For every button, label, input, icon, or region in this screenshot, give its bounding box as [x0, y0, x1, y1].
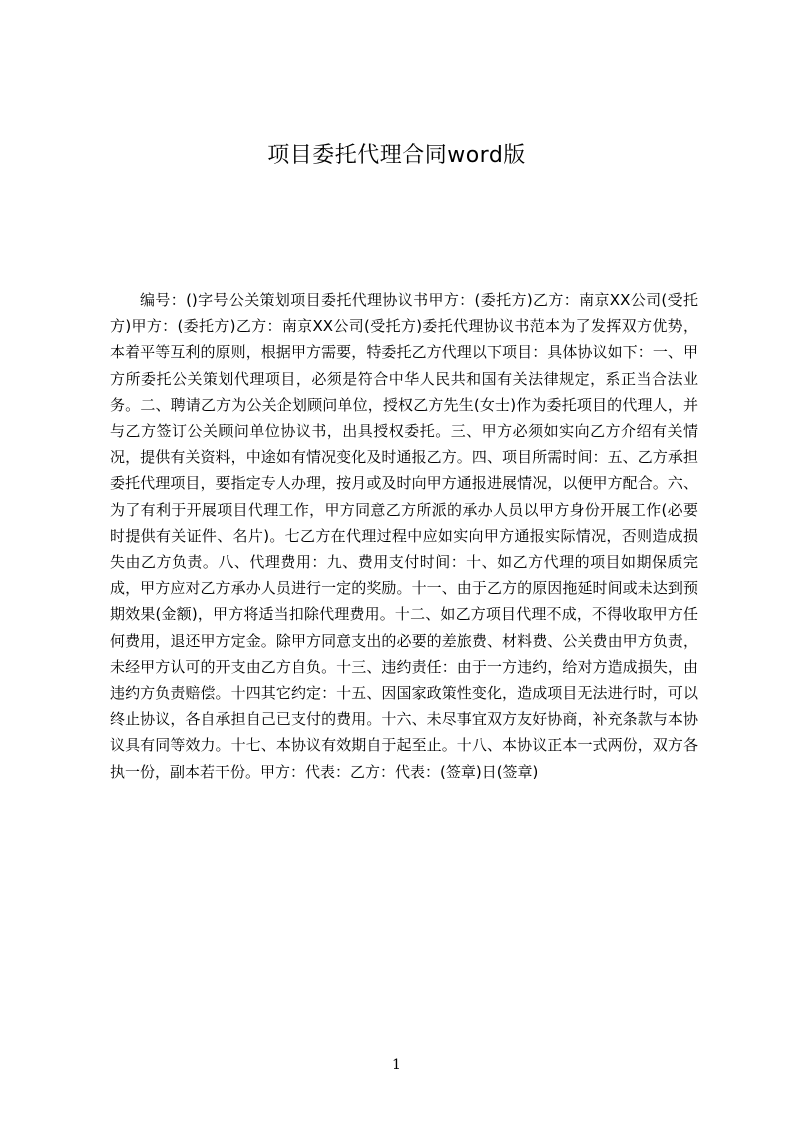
agreement-body-paragraph: 编号：()字号公关策划项目委托代理协议书甲方：(委托方)乙方：南京XX公司(受托方)甲方：(委托方)乙方：南京XX公司(受托方)委托代理协议书范本为了发挥双方优势，本着平等互利的原则，根据甲方需要，特委托乙方代理以下项目：具体协议如下：一、甲方所委托公关策划代理项目，必须是符合中华人民共和国有关法律规定，系正当合法业务。二、聘请乙方为公关企划顾问单位，授权乙方先生(女士)作为委托项目的代理人，并与乙方签订公关顾问单位协议书，出具授权委托。三、甲方必须如实向乙方介绍有关情况，提供有关资料，中途如有情况变化及时通报乙方。四、项目所需时间：五、乙方承担委托代理项目，要指定专人办理，按月或及时向甲方通报进展情况，以便甲方配合。六、为了有利于开展项目代理工作，甲方同意乙方所派的承办人员以甲方身份开展工作(必要时提供有关证件、名片)。七乙方在代理过程中应如实向甲方通报实际情况，否则造成损失由乙方负责。八、代理费用：九、费用支付时间：十、如乙方代理的项目如期保质完成，甲方应对乙方承办人员进行一定的奖励。十一、由于乙方的原因拖延时间或未达到预期效果(金额)，甲方将适当扣除代理费用。十二、如乙方项目代理不成，不得收取甲方任何费用，退还甲方定金。除甲方同意支出的必要的差旅费、材料费、公关费由甲方负责，未经甲方认可的开支由乙方自负。十三、违约责任：由于一方违约，给对方造成损失，由违约方负责赔偿。十四其它约定：十五、因国家政策性变化，造成项目无法进行时，可以终止协议，各自承担自己已支付的费用。十六、未尽事宜双方友好协商，补充条款与本协议具有同等效力。十七、本协议有效期自于起至止。十八、本协议正本一式两份，双方各执一份，副本若干份。甲方：代表：乙方：代表：(签章)日(签章) — [110, 291, 698, 781]
document-title: 项目委托代理合同word版 — [267, 143, 526, 168]
page-number: 1 — [392, 1057, 401, 1073]
